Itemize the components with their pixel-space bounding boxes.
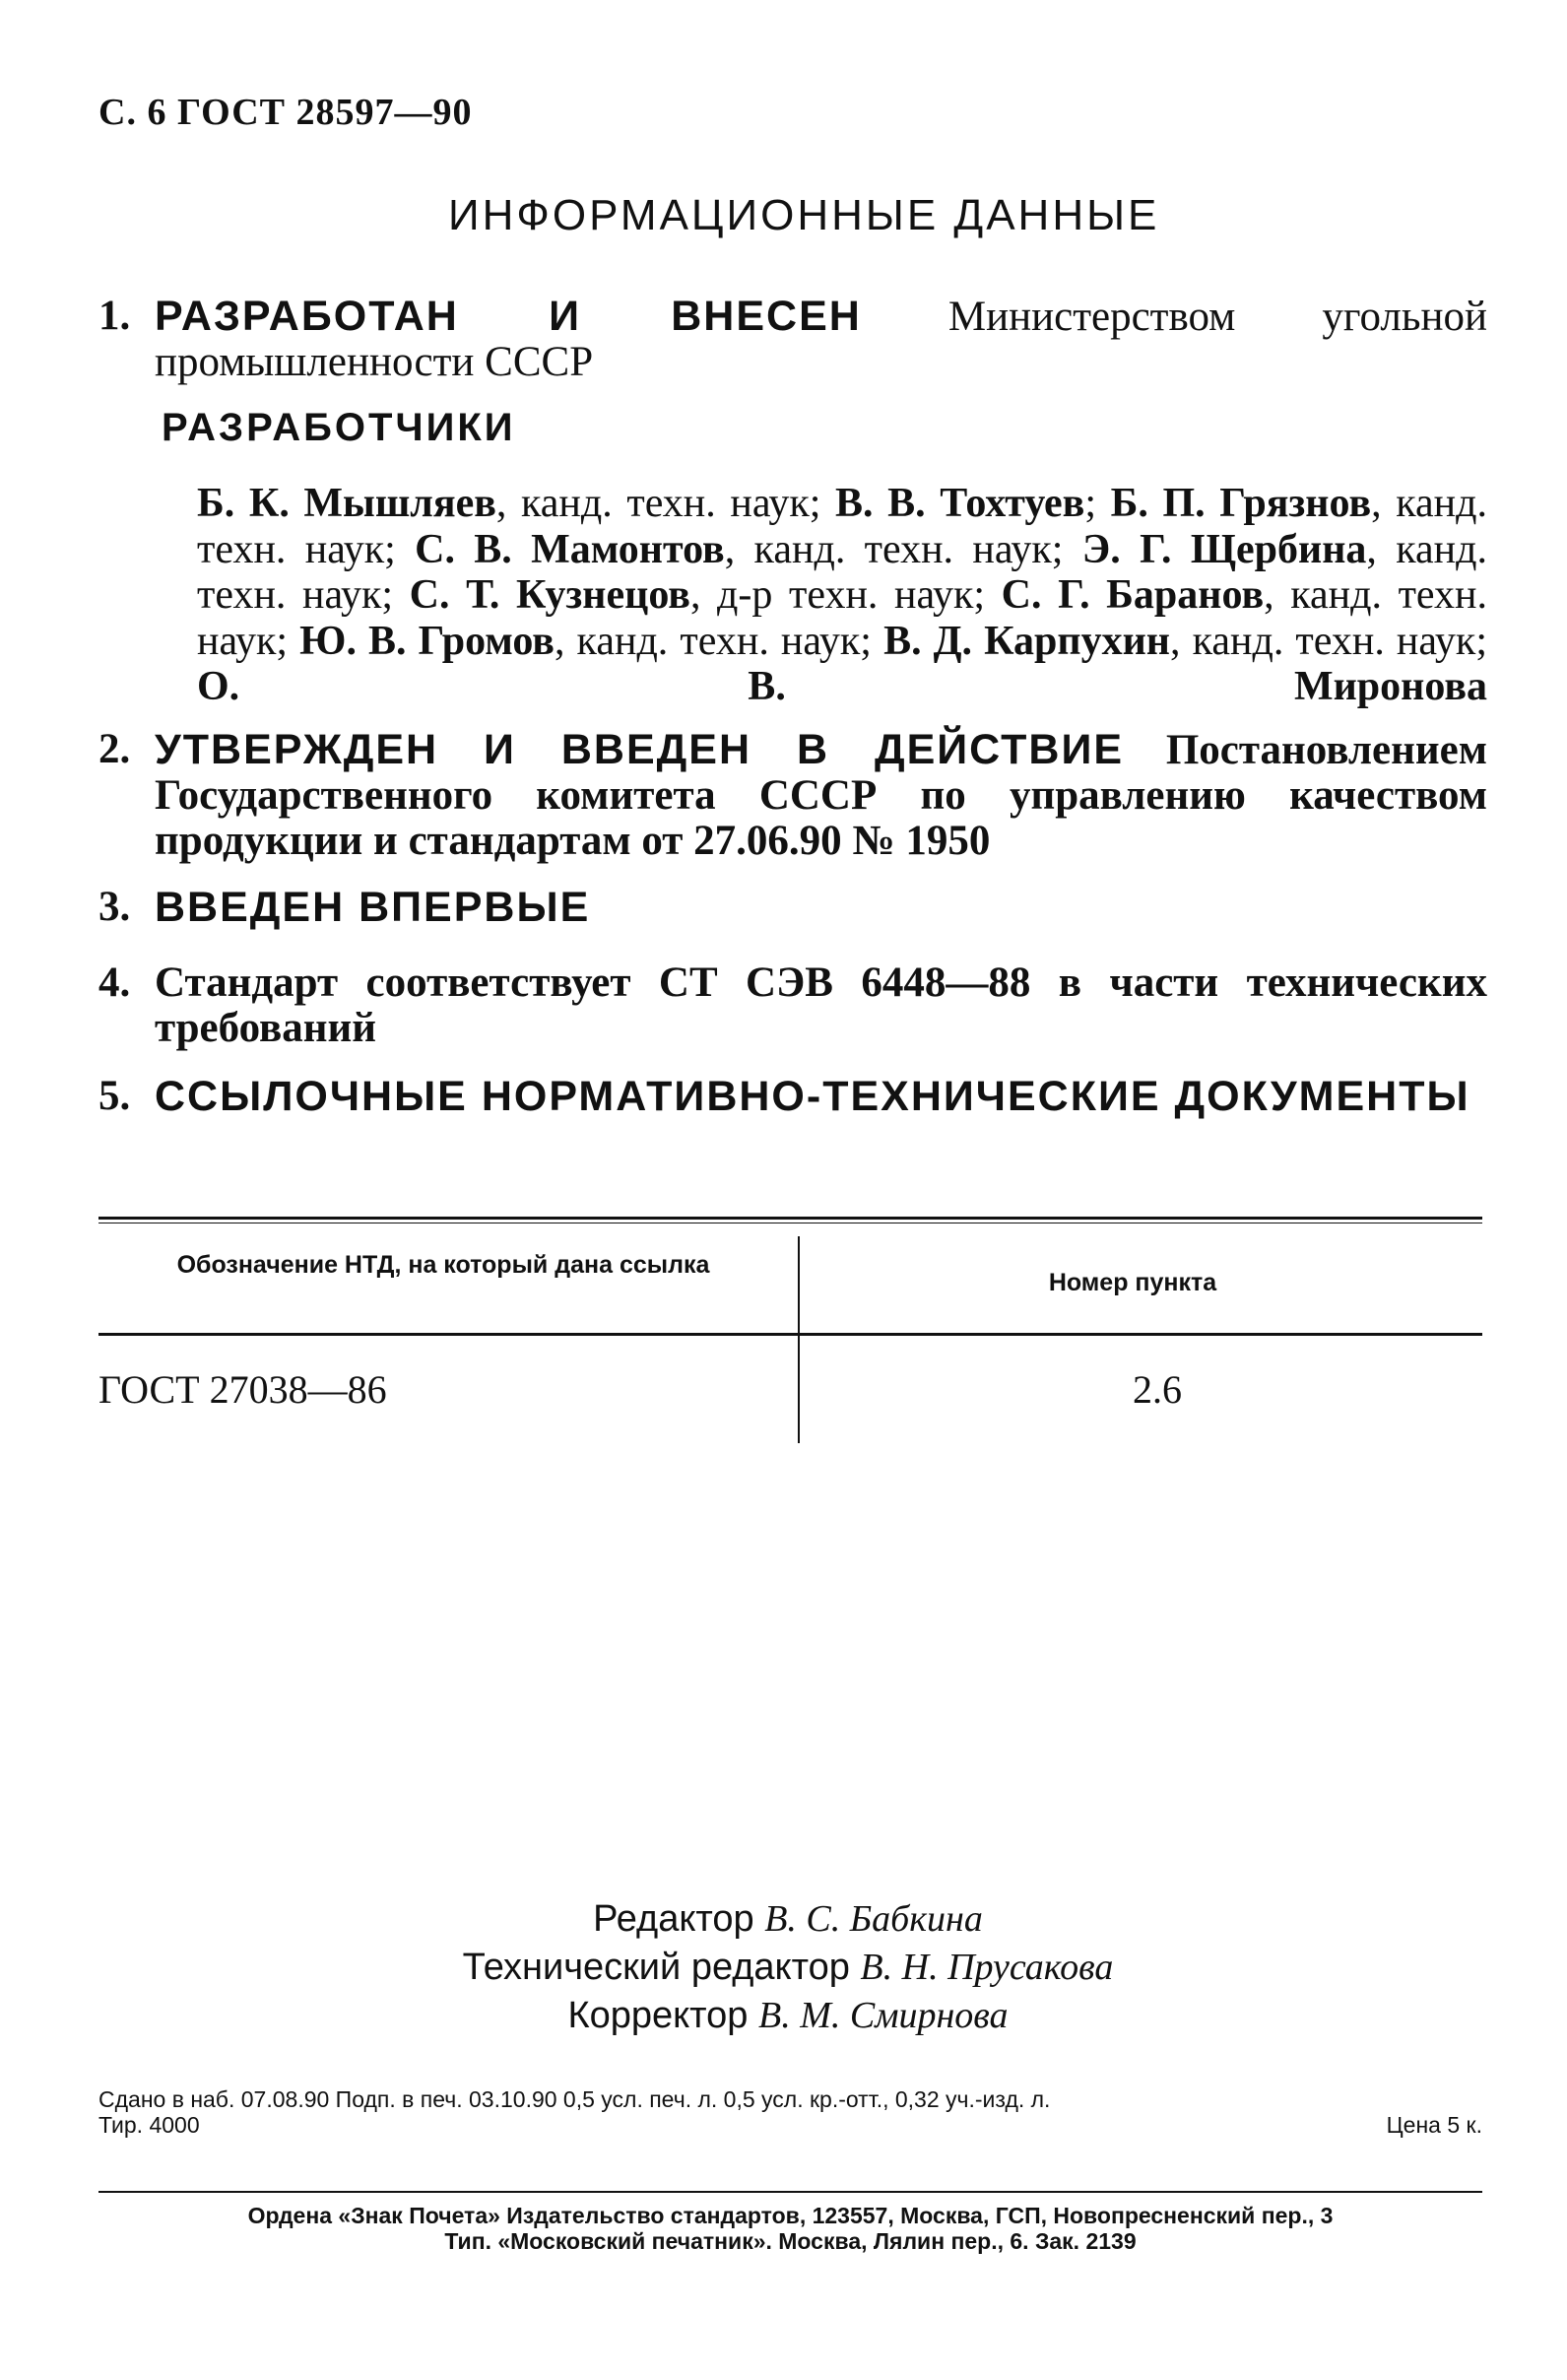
credit-name: В. Н. Прусакова [860,1947,1114,1988]
table-cell-designation: ГОСТ 27038—86 [98,1367,387,1412]
section-text: Постановлением Государственного комитета СССР по управлению качеством продукции и стандартам от 27.06.90 № 1950 [155,727,1487,864]
section-number: 2. [98,726,131,772]
developer-degree: , канд. техн. наук; [554,618,884,664]
table-column-divider [798,1236,800,1443]
section-number: 4. [98,959,131,1006]
imprint-block [98,2086,1482,2138]
imprint-line: Сдано в наб. 07.08.90 Подп. в печ. 03.10.90 0,5 усл. печ. л. 0,5 усл. кр.-отт., 0,32 уч.-изд. л. [98,2086,1051,2112]
developer-name: Ю. В. Громов [299,618,555,664]
printer-line: Тип. «Московский печатник». Москва, Лялин пер., 6. Зак. 2139 [444,2228,1137,2254]
section-3 [98,885,1487,931]
section-2 [98,727,1487,864]
developer-name: С. Г. Баранов [1001,572,1265,618]
table-rule [98,1217,1482,1220]
developer-name: В. В. Тохтуев [835,481,1085,526]
publisher-line: Ордена «Знак Почета» Издательство стандартов, 123557, Москва, ГСП, Новопресненский пер., 3 [247,2203,1334,2228]
developer-name: С. Т. Кузнецов [409,572,690,618]
price: Цена 5 к. [1386,2112,1482,2138]
print-run: Тир. 4000 [98,2112,200,2138]
developer-name: Б. К. Мышляев [197,481,496,526]
credit-name: В. М. Смирнова [757,1995,1009,2036]
developer-name: О. В. Миронова [197,664,1487,709]
developers-list [197,481,1487,710]
table-header-designation: Обозначение НТД, на который дана ссылка [176,1251,710,1279]
developer-degree: , канд. техн. наук; [197,526,1487,618]
section-number: 1. [98,293,131,339]
section-number: 5. [98,1073,131,1119]
developer-degree: ; [1084,481,1111,526]
developer-name: Б. П. Грязнов [1110,481,1372,526]
developer-name: С. В. Мамонтов [415,526,725,572]
developer-name: В. Д. Карпухин [883,618,1170,664]
reference-table [98,1217,1482,1443]
credit-role: Корректор [567,1995,749,2036]
credit-line [295,1992,1280,2040]
imprint-divider [98,2191,1482,2193]
developer-degree: , канд. техн. наук; [724,526,1082,572]
table-header-clause: Номер пункта [1048,1269,1217,1296]
section-lead: ССЫЛОЧНЫЕ НОРМАТИВНО-ТЕХНИЧЕСКИЕ ДОКУМЕНТЫ [155,1073,1470,1120]
page-header: С. 6 ГОСТ 28597—90 [98,92,473,133]
credit-line [295,1944,1280,1992]
credit-role: Технический редактор [462,1947,850,1988]
table-rule [98,1333,1482,1336]
table-cell-clause: 2.6 [1133,1367,1182,1412]
developer-degree: , д-р техн. наук; [689,572,1002,618]
publisher-block [98,2203,1482,2254]
section-4 [98,960,1487,1051]
document-title: ИНФОРМАЦИОННЫЕ ДАННЫЕ [448,191,1160,239]
section-text: Министерством угольной промышленности СССР [155,294,1487,385]
section-lead: УТВЕРЖДЕН И ВВЕДЕН В ДЕЙСТВИЕ [155,726,1125,773]
developer-name: Э. Г. Щербина [1081,526,1367,572]
credit-name: В. С. Бабкина [764,1898,983,1940]
section-number: 3. [98,884,131,930]
credit-line [295,1895,1280,1944]
credit-role: Редактор [593,1898,754,1940]
section-lead: РАЗРАБОТАН И ВНЕСЕН [155,293,862,340]
section-lead: ВВЕДЕН ВПЕРВЫЕ [155,884,591,931]
section-1 [98,294,1487,385]
imprint-line [98,2112,1482,2138]
credits [295,1895,1280,2040]
developer-degree: , канд. техн. наук; [1170,618,1487,664]
developer-degree: , канд. техн. наук; [495,481,836,526]
section-5 [98,1074,1487,1120]
developers-heading: РАЗРАБОТЧИКИ [162,406,516,449]
developer-degree: , канд. техн. наук; [197,572,1487,664]
section-text: Стандарт соответствует СТ СЭВ 6448—88 в части технических требований [155,959,1487,1051]
developer-degree: , канд. техн. наук; [197,481,1487,572]
